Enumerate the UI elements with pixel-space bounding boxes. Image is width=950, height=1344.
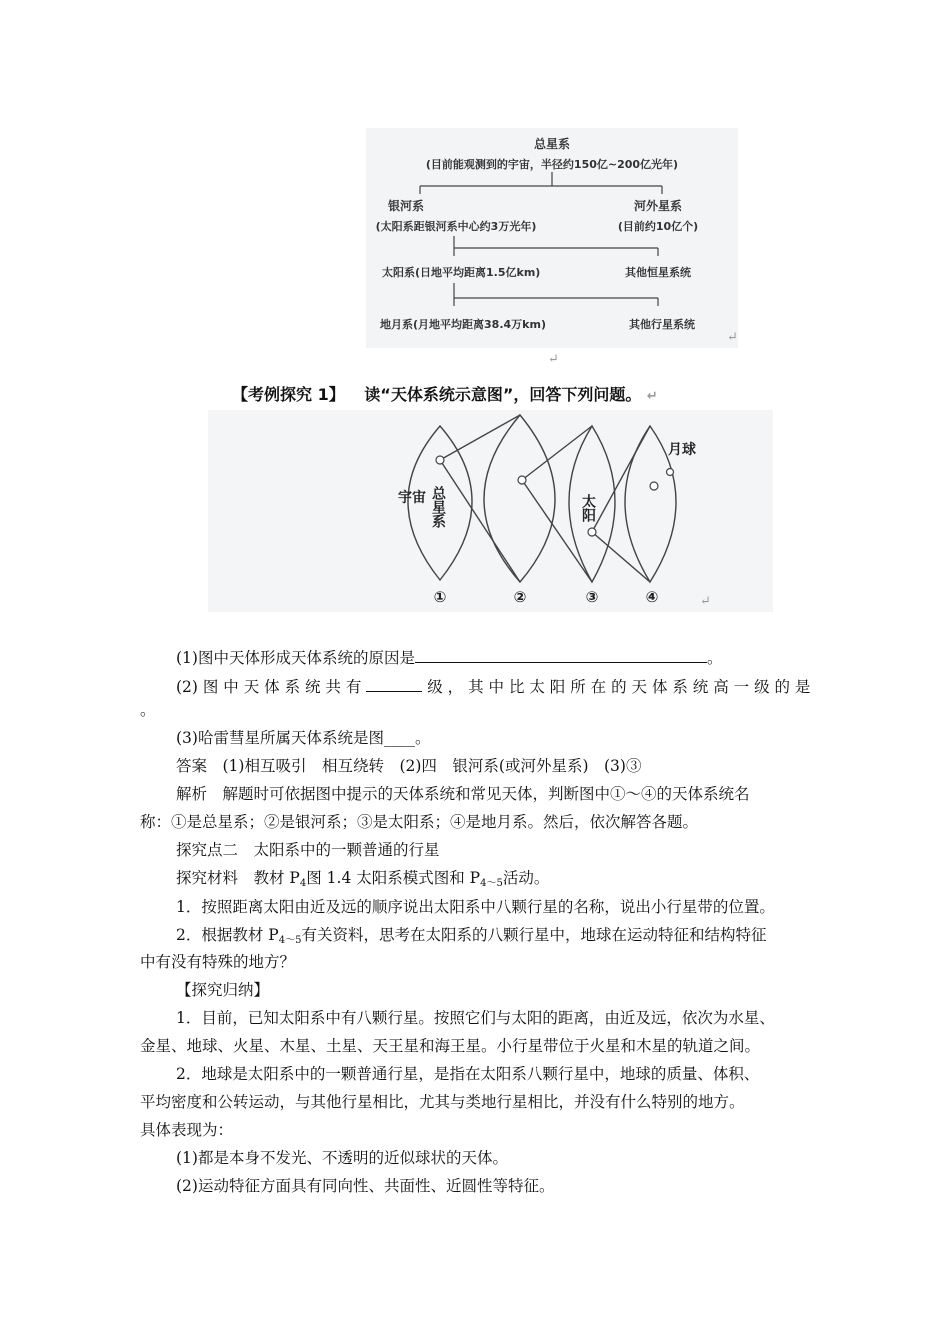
task-item-1: 1．按照距离太阳由近及远的顺序说出太阳系中八颗行星的名称，说出小行星带的位置。 bbox=[176, 898, 775, 916]
paragraph-mark: ↵ bbox=[646, 389, 658, 404]
paragraph-mark: ↵ bbox=[727, 330, 738, 345]
moon-point bbox=[667, 469, 674, 476]
answer-blank bbox=[415, 646, 707, 663]
root-title: 总星系 bbox=[533, 137, 571, 151]
galaxy-point bbox=[436, 456, 444, 464]
question-1: (1)图中天体形成天体系统的原因是 。 bbox=[0, 646, 950, 668]
other-planet-systems-label: 其他行星系统 bbox=[629, 318, 695, 331]
celestial-hierarchy-figure bbox=[366, 128, 738, 348]
other-star-systems-label: 其他恒星系统 bbox=[625, 266, 691, 279]
answer-blank bbox=[366, 675, 422, 692]
summary-p3: (1)都是本身不发光、不透明的近似球状的天体。 bbox=[176, 1149, 508, 1167]
analysis-line-2: 称：①是总星系；②是银河系；③是太阳系；④是地月系。然后，依次解答各题。 bbox=[140, 813, 699, 831]
example-tag: 【考例探究 1】 bbox=[232, 385, 345, 404]
milky-way-desc: (太阳系距银河系中心约3万光年) bbox=[375, 220, 537, 233]
summary-p1-line1: 1．目前，已知太阳系中有八颗行星。按照它们与太阳的距离，由近及远，依次为水星、 bbox=[176, 1009, 775, 1027]
milky-way-title: 银河系 bbox=[387, 199, 425, 213]
summary-p2-line3: 具体表现为： bbox=[140, 1121, 234, 1139]
summary-p2-line2: 平均密度和公转运动，与其他行星相比，尤其与类地行星相比，并没有什么特别的地方。 bbox=[140, 1093, 745, 1111]
sun-label: 太阳 bbox=[580, 494, 596, 522]
summary-p4: (2)运动特征方面具有同向性、共面性、近圆性等特征。 bbox=[176, 1177, 555, 1195]
question-3: (3)哈雷彗星所属天体系统是图____。 bbox=[176, 729, 431, 747]
paragraph-mark: ↵ bbox=[700, 594, 711, 609]
total-galaxy-label: 总星系 bbox=[430, 486, 446, 528]
paragraph-mark: ↵ bbox=[548, 352, 559, 367]
example-prompt: 读“天体系统示意图”，回答下列问题。 bbox=[364, 385, 642, 404]
summary-title: 【探究归纳】 bbox=[176, 981, 270, 999]
number-2: ② bbox=[513, 588, 527, 606]
summary-p2-line1: 2．地球是太阳系中的一颗普通行星，是指在太阳系八颗行星中，地球的质量、体积、 bbox=[176, 1065, 760, 1083]
sun-point bbox=[588, 528, 596, 536]
question-2: (2) 图 中 天 体 系 统 共 有 级 ， 其 中 比 太 阳 所 在 的 天 体 系 统 高 一 级 的 是 bbox=[0, 675, 950, 697]
earth-moon-system-label: 地月系(月地平均距离38.4万km) bbox=[380, 318, 546, 331]
extragalactic-title: 河外星系 bbox=[633, 199, 683, 213]
extragalactic-desc: (目前约10亿个) bbox=[617, 220, 699, 233]
analysis-line-1: 解析 解题时可依据图中提示的天体系统和常见天体，判断图中①～④的天体系统名 bbox=[176, 785, 750, 803]
earth-point bbox=[650, 482, 658, 490]
example-heading bbox=[232, 382, 658, 405]
number-1: ① bbox=[433, 588, 447, 606]
question-2-end: 。 bbox=[140, 701, 156, 719]
section-title: 探究点二 太阳系中的一颗普通的行星 bbox=[176, 841, 440, 859]
answer-line: 答案 (1)相互吸引 相互绕转 (2)四 银河系(或河外星系) (3)③ bbox=[176, 757, 642, 775]
universe-label: 宇宙 bbox=[398, 490, 426, 506]
solar-system-point bbox=[518, 476, 526, 484]
root-desc: (目前能观测到的宇宙，半径约150亿~200亿光年) bbox=[425, 158, 679, 171]
solar-system-label: 太阳系(日地平均距离1.5亿km) bbox=[382, 266, 541, 279]
task-item-2-cont: 中有没有特殊的地方？ bbox=[140, 953, 296, 971]
moon-label: 月球 bbox=[668, 442, 696, 458]
number-3: ③ bbox=[585, 588, 599, 606]
summary-p1-line2: 金星、地球、火星、木星、土星、天王星和海王星。小行星带位于火星和木星的轨道之间。 bbox=[140, 1037, 761, 1055]
task-item-2: 2．根据教材 $P_{4\sim 5}$有关资料，思考在太阳系的八颗行星中，地球在运动特征和结构特征 bbox=[176, 926, 767, 946]
celestial-system-diagram bbox=[208, 410, 773, 612]
number-4: ④ bbox=[645, 588, 659, 606]
material-line: 探究材料 教材 $P_4$图 1.4 太阳系模式图和 $P_{4\sim 5}$活动。 bbox=[176, 869, 550, 889]
